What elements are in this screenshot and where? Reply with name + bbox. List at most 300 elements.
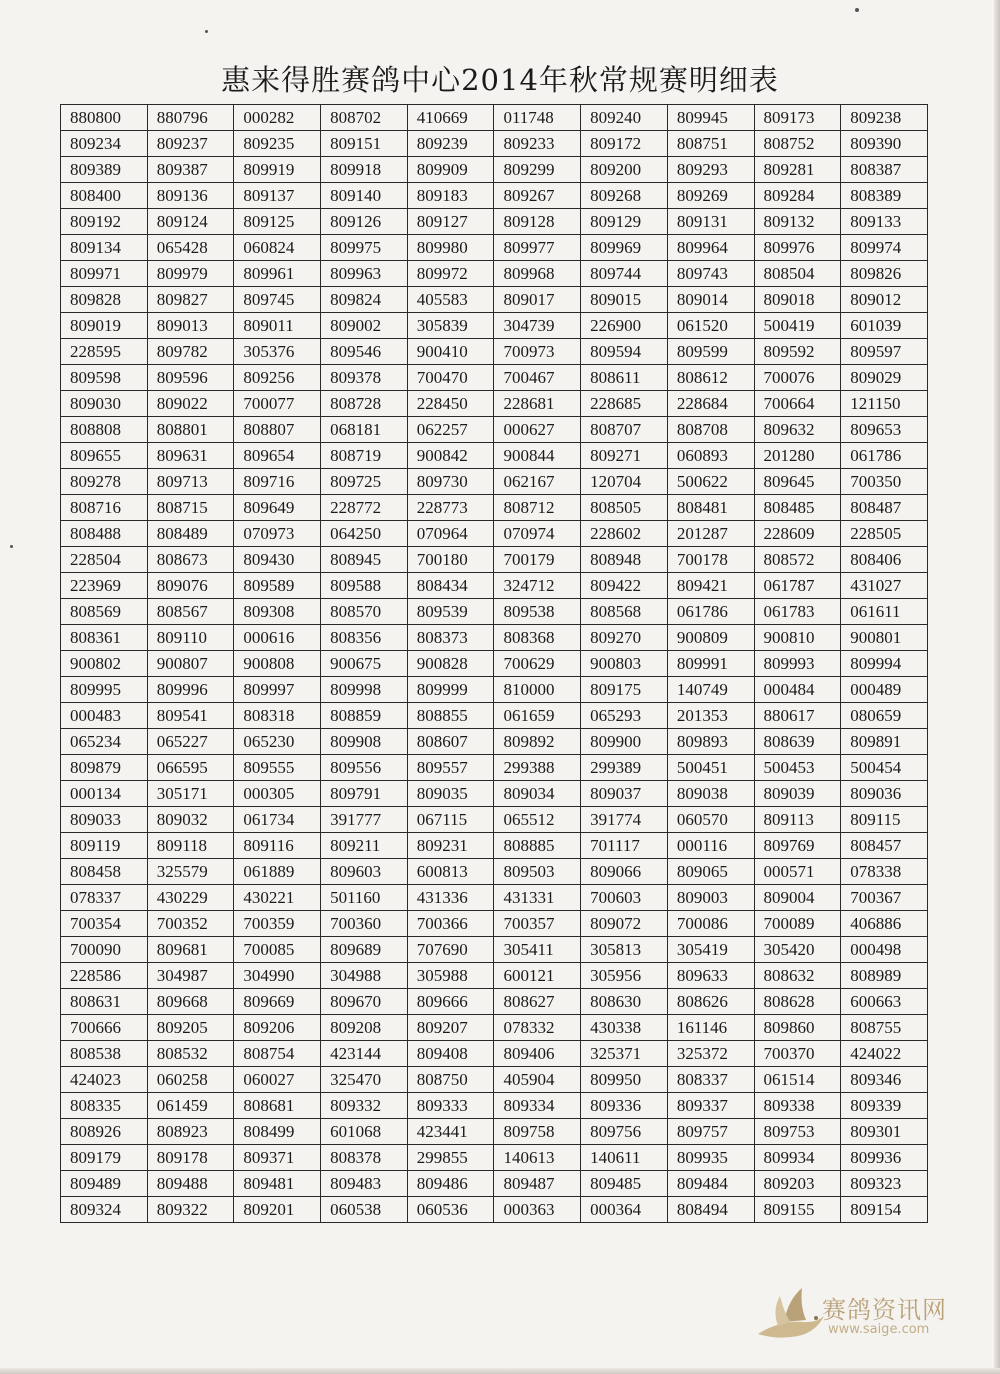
ring-number-cell: 228609 [754,521,841,547]
ring-number-cell: 808707 [581,417,668,443]
ring-number-cell: 809200 [581,157,668,183]
ring-number-cell: 808607 [407,729,494,755]
ring-number-cell: 000282 [234,105,321,131]
table-row [61,495,928,521]
ring-number-cell: 065428 [147,235,234,261]
ring-number-cell: 423441 [407,1119,494,1145]
ring-number-cell: 809654 [234,443,321,469]
ring-number-cell: 809996 [147,677,234,703]
ring-number-cell: 065230 [234,729,321,755]
ring-number-cell: 228505 [841,521,928,547]
ring-number-cell: 808505 [581,495,668,521]
ring-number-cell: 809974 [841,235,928,261]
ring-number-cell: 405583 [407,287,494,313]
ring-number-cell: 808361 [61,625,148,651]
ring-number-cell: 061459 [147,1093,234,1119]
ring-number-cell: 809900 [581,729,668,755]
ring-number-cell: 809782 [147,339,234,365]
ring-number-cell: 228685 [581,391,668,417]
table-row [61,209,928,235]
ring-number-cell: 900803 [581,651,668,677]
table-row [61,287,928,313]
ring-number-cell: 809653 [841,417,928,443]
ring-number-cell: 809631 [147,443,234,469]
ring-number-cell: 809110 [147,625,234,651]
scan-speck [10,545,13,548]
ring-number-cell: 066595 [147,755,234,781]
ring-number-cell: 809003 [667,885,754,911]
table-row [61,391,928,417]
ring-number-cell: 228772 [321,495,408,521]
ring-number-cell: 809950 [581,1067,668,1093]
ring-number-cell: 325470 [321,1067,408,1093]
ring-number-cell: 809346 [841,1067,928,1093]
ring-number-cell: 808632 [754,963,841,989]
ring-number-cell: 808807 [234,417,321,443]
ring-number-cell: 299388 [494,755,581,781]
ring-number-cell: 808458 [61,859,148,885]
ring-number-cell: 809036 [841,781,928,807]
ring-number-cell: 061520 [667,313,754,339]
ring-number-cell: 809333 [407,1093,494,1119]
ring-number-cell: 809231 [407,833,494,859]
ring-number-cell: 809124 [147,209,234,235]
ring-number-cell: 808434 [407,573,494,599]
table-row [61,365,928,391]
ring-number-cell: 304988 [321,963,408,989]
table-row [61,625,928,651]
ring-number-cell: 305171 [147,781,234,807]
ring-number-cell: 809128 [494,209,581,235]
ring-number-cell: 808567 [147,599,234,625]
ring-number-cell: 809256 [234,365,321,391]
ring-number-cell: 808945 [321,547,408,573]
ring-number-cell: 809422 [581,573,668,599]
ring-number-cell: 809975 [321,235,408,261]
ring-number-cell: 809594 [581,339,668,365]
ring-number-cell: 809281 [754,157,841,183]
ring-number-cell: 809155 [754,1197,841,1223]
ring-number-cell: 809011 [234,313,321,339]
ring-number-cell: 808626 [667,989,754,1015]
ring-number-cell: 900807 [147,651,234,677]
ring-number-cell: 809039 [754,781,841,807]
ring-number-cell: 808631 [61,989,148,1015]
ring-number-cell: 809891 [841,729,928,755]
ring-number-cell: 809483 [321,1171,408,1197]
table-row [61,1093,928,1119]
table-row [61,1197,928,1223]
table-row [61,521,928,547]
ring-number-cell: 809033 [61,807,148,833]
ring-number-cell: 700664 [754,391,841,417]
ring-number-cell: 228450 [407,391,494,417]
table-row [61,183,928,209]
ring-number-cell: 809203 [754,1171,841,1197]
ring-number-cell: 809588 [321,573,408,599]
ring-number-cell: 809645 [754,469,841,495]
ring-number-cell: 808485 [754,495,841,521]
ring-number-cell: 809892 [494,729,581,755]
ring-number-cell: 809324 [61,1197,148,1223]
ring-number-cell: 809649 [234,495,321,521]
ring-number-cell: 809032 [147,807,234,833]
ring-number-cell: 424023 [61,1067,148,1093]
ring-number-cell: 228681 [494,391,581,417]
ring-number-cell: 410669 [407,105,494,131]
ring-number-cell: 809791 [321,781,408,807]
ring-number-cell: 431336 [407,885,494,911]
ring-number-cell: 000363 [494,1197,581,1223]
ring-number-cell: 406886 [841,911,928,937]
scan-speck [855,8,859,12]
ring-number-cell: 226900 [581,313,668,339]
ring-number-cell: 808750 [407,1067,494,1093]
table-row [61,469,928,495]
ring-number-cell: 809632 [754,417,841,443]
ring-number-cell: 808368 [494,625,581,651]
ring-number-cell: 700090 [61,937,148,963]
ring-number-cell: 809961 [234,261,321,287]
ring-number-cell: 060893 [667,443,754,469]
ring-number-cell: 062167 [494,469,581,495]
ring-number-cell: 809115 [841,807,928,833]
ring-number-cell: 808335 [61,1093,148,1119]
ring-number-cell: 700360 [321,911,408,937]
ring-number-cell: 500453 [754,755,841,781]
ring-number-cell: 305419 [667,937,754,963]
ring-number-cell: 809118 [147,833,234,859]
ring-number-cell: 809589 [234,573,321,599]
ring-number-cell: 000616 [234,625,321,651]
ring-number-cell: 880796 [147,105,234,131]
ring-number-cell: 809233 [494,131,581,157]
ring-number-cell: 809338 [754,1093,841,1119]
ring-number-cell: 900675 [321,651,408,677]
ring-number-cell: 809065 [667,859,754,885]
ring-number-cell: 809240 [581,105,668,131]
ring-number-cell: 140611 [581,1145,668,1171]
ring-number-cell: 809655 [61,443,148,469]
ring-number-cell: 809603 [321,859,408,885]
ring-number-cell: 304987 [147,963,234,989]
table-body [61,105,928,1223]
ring-number-cell: 000483 [61,703,148,729]
ring-number-cell: 424022 [841,1041,928,1067]
ring-number-cell: 065234 [61,729,148,755]
ring-number-cell: 700370 [754,1041,841,1067]
ring-number-cell: 808378 [321,1145,408,1171]
ring-number-cell: 061514 [754,1067,841,1093]
table-row [61,859,928,885]
site-watermark [750,1276,960,1356]
ring-number-cell: 808923 [147,1119,234,1145]
ring-number-cell: 809976 [754,235,841,261]
ring-number-cell: 600121 [494,963,581,989]
ring-number-cell: 500622 [667,469,754,495]
watermark-text: 赛鸽资讯网 [822,1296,947,1324]
ring-number-cell: 809489 [61,1171,148,1197]
ring-number-cell: 391774 [581,807,668,833]
ring-number-cell: 700603 [581,885,668,911]
ring-number-cell: 808716 [61,495,148,521]
ring-number-cell: 809995 [61,677,148,703]
ring-number-cell: 067115 [407,807,494,833]
ring-number-cell: 809201 [234,1197,321,1223]
ring-number-cell: 809669 [234,989,321,1015]
table-row [61,1171,928,1197]
ring-number-cell: 808373 [407,625,494,651]
ring-number-cell: 809919 [234,157,321,183]
ring-number-cell: 809132 [754,209,841,235]
ring-number-cell: 304739 [494,313,581,339]
ring-number-cell: 808628 [754,989,841,1015]
ring-number-cell: 809337 [667,1093,754,1119]
ring-number-cell: 808612 [667,365,754,391]
ring-number-cell: 808611 [581,365,668,391]
ring-number-cell: 070964 [407,521,494,547]
ring-number-cell: 700077 [234,391,321,417]
ring-number-cell: 061734 [234,807,321,833]
ring-number-cell: 808499 [234,1119,321,1145]
ring-number-cell: 305411 [494,937,581,963]
ring-number-cell: 809993 [754,651,841,677]
ring-number-cell: 809488 [147,1171,234,1197]
table-row [61,1015,928,1041]
ring-number-cell: 808387 [841,157,928,183]
table-row [61,729,928,755]
ring-number-cell: 000305 [234,781,321,807]
ring-number-cell: 078338 [841,859,928,885]
scan-edge-bottom [0,1368,1000,1374]
ring-number-cell: 809207 [407,1015,494,1041]
scan-edge-right [994,0,1000,1374]
ring-number-cell: 808715 [147,495,234,521]
table-row [61,573,928,599]
ring-number-cell: 431027 [841,573,928,599]
ring-number-cell: 809301 [841,1119,928,1145]
ring-number-cell: 000364 [581,1197,668,1223]
ring-number-cell: 809151 [321,131,408,157]
ring-number-cell: 601068 [321,1119,408,1145]
ring-number-cell: 500419 [754,313,841,339]
ring-number-cell: 809293 [667,157,754,183]
ring-number-cell: 700089 [754,911,841,937]
ring-number-cell: 809267 [494,183,581,209]
ring-number-cell: 809681 [147,937,234,963]
ring-number-cell: 809022 [147,391,234,417]
ring-number-cell: 809004 [754,885,841,911]
ring-number-cell: 000116 [667,833,754,859]
ring-number-cell: 809387 [147,157,234,183]
table-row [61,131,928,157]
ring-number-cell: 809633 [667,963,754,989]
ring-number-cell: 600663 [841,989,928,1015]
ring-number-cell: 060824 [234,235,321,261]
table-row [61,547,928,573]
ring-number-cell: 809421 [667,573,754,599]
ring-number-cell: 000489 [841,677,928,703]
ring-number-cell: 808702 [321,105,408,131]
ring-number-cell: 808808 [61,417,148,443]
ring-number-cell: 808488 [61,521,148,547]
ring-number-cell: 809270 [581,625,668,651]
ring-number-cell: 809389 [61,157,148,183]
ring-number-cell: 808494 [667,1197,754,1223]
ring-number-cell: 065512 [494,807,581,833]
ring-number-cell: 808569 [61,599,148,625]
ring-number-cell: 809979 [147,261,234,287]
ring-number-cell: 809971 [61,261,148,287]
ring-number-cell: 809597 [841,339,928,365]
ring-number-cell: 808318 [234,703,321,729]
ring-number-cell: 700086 [667,911,754,937]
table-row [61,781,928,807]
ring-number-cell: 900844 [494,443,581,469]
ring-number-cell: 808356 [321,625,408,651]
ring-number-cell: 900810 [754,625,841,651]
ring-number-cell: 305988 [407,963,494,989]
ring-number-cell: 809934 [754,1145,841,1171]
ring-number-cell: 423144 [321,1041,408,1067]
ring-number-cell: 809968 [494,261,581,287]
ring-number-cell: 808708 [667,417,754,443]
ring-number-cell: 060536 [407,1197,494,1223]
table-row [61,1119,928,1145]
ring-number-cell: 809486 [407,1171,494,1197]
ring-number-cell: 808400 [61,183,148,209]
table-row [61,235,928,261]
ring-number-cell: 809972 [407,261,494,287]
ring-number-cell: 120704 [581,469,668,495]
ring-number-cell: 061786 [667,599,754,625]
ring-number-cell: 809332 [321,1093,408,1119]
ring-number-cell: 809154 [841,1197,928,1223]
ring-number-cell: 808885 [494,833,581,859]
ring-number-cell: 809541 [147,703,234,729]
ring-number-cell: 700973 [494,339,581,365]
ring-number-cell: 305813 [581,937,668,963]
table-row [61,677,928,703]
ring-number-cell: 060538 [321,1197,408,1223]
ring-number-cell: 808989 [841,963,928,989]
ring-number-cell: 809140 [321,183,408,209]
ring-number-cell: 809769 [754,833,841,859]
ring-number-cell: 809323 [841,1171,928,1197]
ring-number-cell: 809334 [494,1093,581,1119]
ring-number-cell: 809963 [321,261,408,287]
ring-number-cell: 809713 [147,469,234,495]
table-row [61,105,928,131]
ring-number-cell: 809034 [494,781,581,807]
ring-number-cell: 161146 [667,1015,754,1041]
ring-number-cell: 808855 [407,703,494,729]
ring-number-cell: 809716 [234,469,321,495]
ring-number-cell: 000627 [494,417,581,443]
table-row [61,261,928,287]
ring-number-cell: 201287 [667,521,754,547]
table-row [61,417,928,443]
ring-number-cell: 809308 [234,599,321,625]
ring-number-cell: 060027 [234,1067,321,1093]
ring-number-cell: 430338 [581,1015,668,1041]
ring-number-cell: 809017 [494,287,581,313]
scan-speck [205,30,208,33]
ring-number-cell: 880800 [61,105,148,131]
ring-number-cell: 228773 [407,495,494,521]
table-row [61,599,928,625]
ring-number-cell: 809131 [667,209,754,235]
ring-number-cell: 299389 [581,755,668,781]
ring-number-cell: 228504 [61,547,148,573]
ring-number-cell: 700366 [407,911,494,937]
ring-number-cell: 305376 [234,339,321,365]
ring-number-cell: 808719 [321,443,408,469]
ring-number-cell: 070974 [494,521,581,547]
ring-number-cell: 809072 [581,911,668,937]
ring-number-cell: 809481 [234,1171,321,1197]
ring-number-cell: 700085 [234,937,321,963]
ring-number-cell: 809066 [581,859,668,885]
ring-number-cell: 700178 [667,547,754,573]
ring-number-cell: 809029 [841,365,928,391]
ring-number-cell: 809945 [667,105,754,131]
ring-number-cell: 809269 [667,183,754,209]
ring-number-cell: 809235 [234,131,321,157]
ring-number-cell: 809997 [234,677,321,703]
ring-number-cell: 061783 [754,599,841,625]
ring-number-cell: 809909 [407,157,494,183]
ring-number-cell: 809116 [234,833,321,859]
ring-number-cell: 809278 [61,469,148,495]
ring-number-cell: 809485 [581,1171,668,1197]
ring-number-cell: 325579 [147,859,234,885]
ring-number-cell: 062257 [407,417,494,443]
ring-number-cell: 809730 [407,469,494,495]
ring-number-cell: 809827 [147,287,234,313]
ring-number-cell: 808504 [754,261,841,287]
ring-number-cell: 701117 [581,833,668,859]
ring-number-cell: 809757 [667,1119,754,1145]
ring-number-cell: 500454 [841,755,928,781]
ring-number-cell: 808406 [841,547,928,573]
ring-number-cell: 900828 [407,651,494,677]
ring-number-cell: 809126 [321,209,408,235]
ring-number-cell: 500451 [667,755,754,781]
ring-number-cell: 809284 [754,183,841,209]
ring-number-cell: 809012 [841,287,928,313]
ring-number-cell: 809173 [754,105,841,131]
ring-number-cell: 809935 [667,1145,754,1171]
ring-number-cell: 060258 [147,1067,234,1093]
ring-number-cell: 809322 [147,1197,234,1223]
table-row [61,651,928,677]
ring-number-cell: 809371 [234,1145,321,1171]
ring-number-cell: 809745 [234,287,321,313]
ring-number-cell: 299855 [407,1145,494,1171]
table-row [61,703,928,729]
ring-number-cell: 061787 [754,573,841,599]
ring-number-cell: 809879 [61,755,148,781]
ring-number-cell: 808681 [234,1093,321,1119]
ring-number-cell: 809125 [234,209,321,235]
ring-number-cell: 121150 [841,391,928,417]
ring-number-cell: 809893 [667,729,754,755]
ring-number-cell: 700467 [494,365,581,391]
ring-number-cell: 809860 [754,1015,841,1041]
ring-number-cell: 060570 [667,807,754,833]
watermark-url: www.saige.com [828,1322,930,1337]
